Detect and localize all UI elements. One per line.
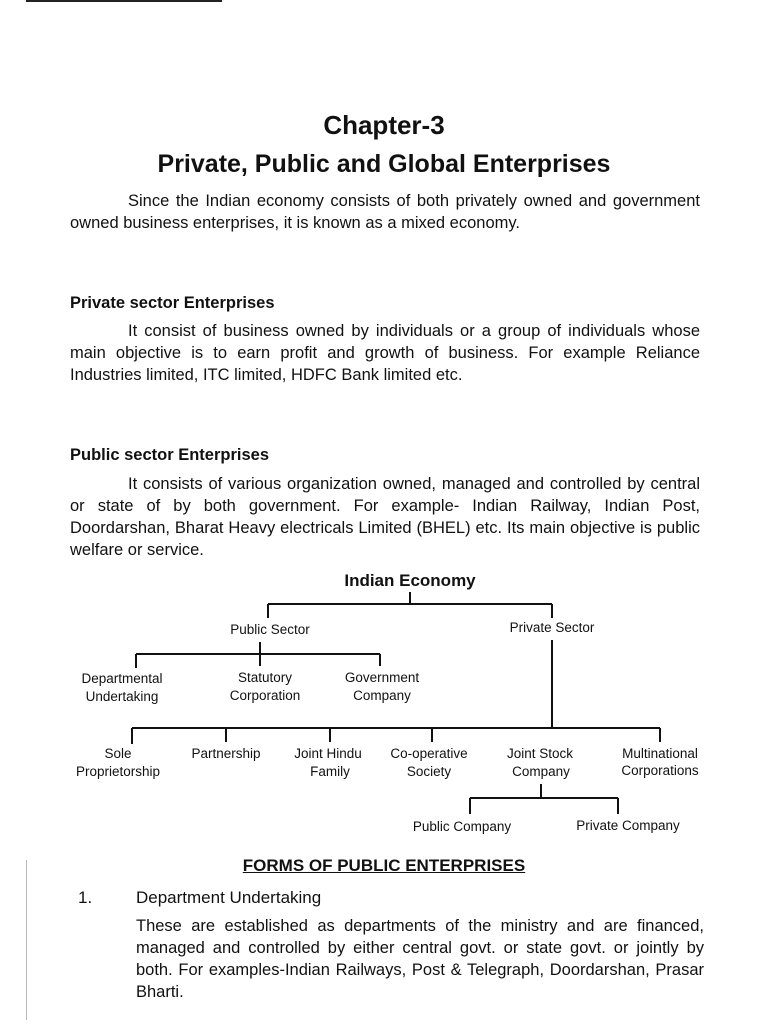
node-coop-line1: Co-operative xyxy=(390,746,468,761)
node-departmental-line2: Undertaking xyxy=(85,689,159,704)
intro-paragraph xyxy=(70,190,700,234)
node-coop-line2: Society xyxy=(406,764,452,779)
node-statutory-line1: Statutory xyxy=(237,670,293,685)
intro-text: Since the Indian economy consists of both privately owned and government owned business enterprises, it is known as a mixed economy. xyxy=(70,192,700,232)
top-rule xyxy=(26,0,222,2)
node-departmental-line1: Departmental xyxy=(81,671,163,686)
indian-economy-tree-diagram xyxy=(0,560,768,840)
node-private-company: Private Company xyxy=(576,818,680,833)
node-government-line1: Government xyxy=(344,670,420,685)
node-statutory-line2: Corporation xyxy=(229,688,301,703)
public-sector-heading: Public sector Enterprises xyxy=(70,446,269,464)
private-sector-paragraph xyxy=(70,320,700,386)
list-item-number: 1. xyxy=(78,888,93,907)
node-private-sector: Private Sector xyxy=(509,620,595,635)
node-hindu-line1: Joint Hindu xyxy=(294,746,362,761)
forms-section-title: FORMS OF PUBLIC ENTERPRISES xyxy=(242,856,526,875)
public-sector-paragraph xyxy=(70,473,700,561)
node-government-line2: Company xyxy=(353,688,411,703)
department-undertaking-paragraph: These are established as departments of the ministry and are financed, managed and controlled by either central govt. or state govt. or jointly by both. For examples-Indian Railways, Post & Telegraph, Doordarshan, Prasar Bharti. xyxy=(136,917,704,1001)
node-joint-stock-line1: Joint Stock xyxy=(506,746,574,761)
node-hindu-line2: Family xyxy=(310,764,350,779)
list-item-title: Department Undertaking xyxy=(136,888,322,907)
private-sector-text: It consist of business owned by individuals or a group of individuals whose main objective is to earn profit and growth of business. For example Reliance Industries limited, ITC limited, HDFC Bank limited etc. xyxy=(70,322,700,384)
private-sector-heading: Private sector Enterprises xyxy=(70,294,275,312)
node-public-company: Public Company xyxy=(412,819,512,834)
node-sole-line1: Sole xyxy=(104,746,132,761)
chapter-title: Private, Public and Global Enterprises xyxy=(157,150,611,178)
node-multinational-line2: Corporations xyxy=(621,763,699,778)
node-public-sector: Public Sector xyxy=(230,622,310,637)
public-sector-text: It consists of various organization owned, managed and controlled by central or state of by both government. For example- Indian Railway, Indian Post, Doordarshan, Bharat Heavy electricals Limited (BHEL) etc. Its main objective is public welfare or service. xyxy=(70,475,700,559)
left-margin-rule xyxy=(26,860,27,1020)
node-partnership: Partnership xyxy=(191,746,261,761)
node-multinational-line1: Multinational xyxy=(622,746,698,761)
node-indian-economy: Indian Economy xyxy=(344,571,476,590)
chapter-number: Chapter-3 xyxy=(323,110,445,140)
node-sole-line2: Proprietorship xyxy=(75,764,161,779)
node-joint-stock-line2: Company xyxy=(512,764,570,779)
